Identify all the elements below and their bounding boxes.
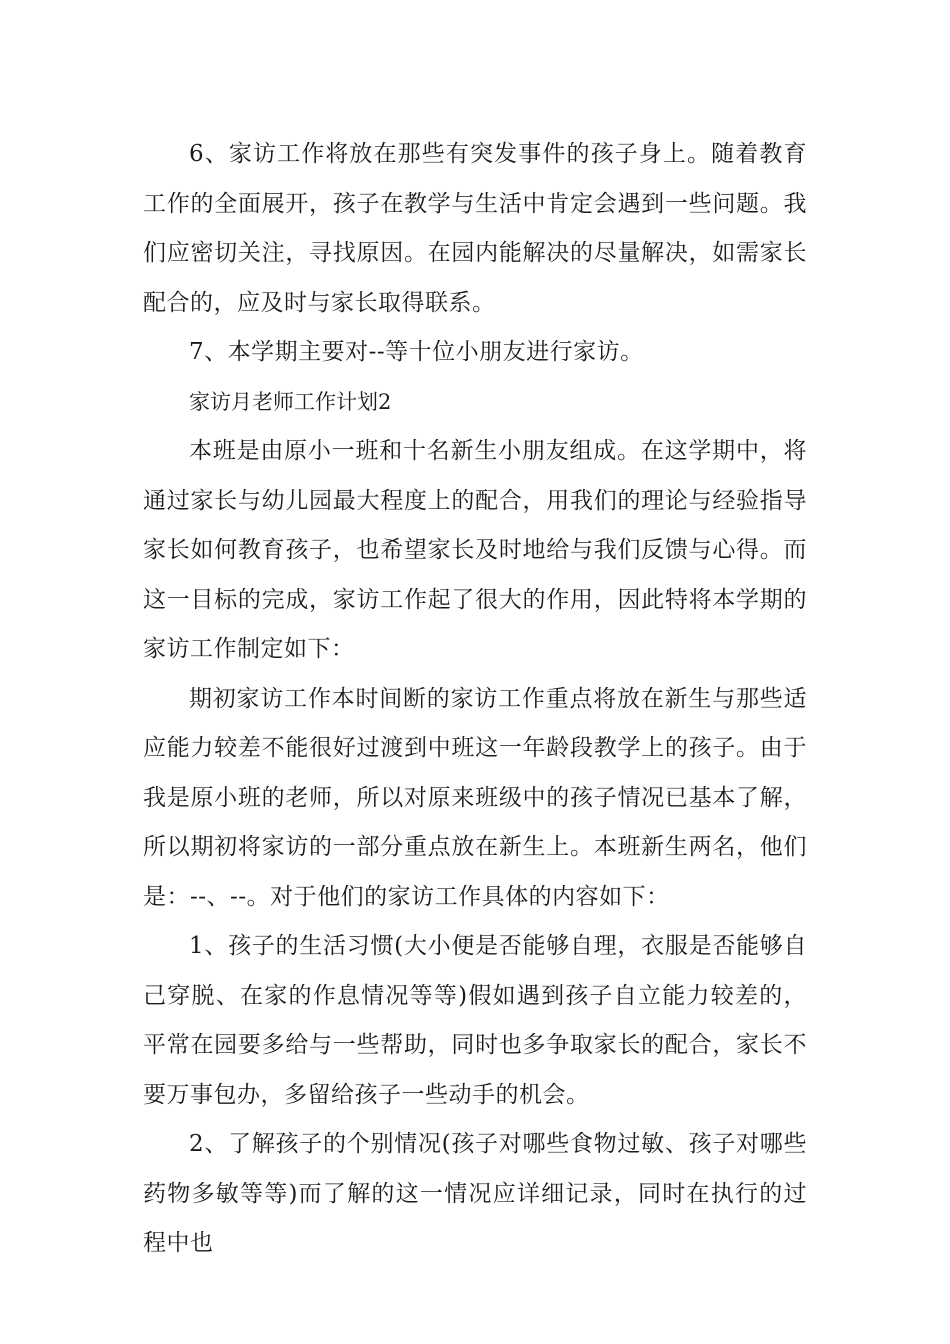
early-term-paragraph: 期初家访工作本时间断的家访工作重点将放在新生与那些适应能力较差不能很好过渡到中班这一年龄段教学上的孩子。由于我是原小班的老师，所以对原来班级中的孩子情况已基本了解，所以期初将家访的一部分重点放在新生上。本班新生两名，他们是：--、--。对于他们的家访工作具体的内容如下： <box>143 685 807 910</box>
paragraph-item-2: 2、了解孩子的个别情况(孩子对哪些食物过敏、孩子对哪些药物多敏等等)而了解的这一情况应详细记录，同时在执行的过程中也 <box>143 1131 807 1256</box>
paragraph-item-6: 6、家访工作将放在那些有突发事件的孩子身上。随着教育工作的全面展开，孩子在教学与生活中肯定会遇到一些问题。我们应密切关注，寻找原因。在园内能解决的尽量解决，如需家长配合的，应及时与家长取得联系。 <box>143 141 807 316</box>
paragraph-item-1: 1、孩子的生活习惯(大小便是否能够自理，衣服是否能够自己穿脱、在家的作息情况等等)假如遇到孩子自立能力较差的，平常在园要多给与一些帮助，同时也多争取家长的配合，家长不要万事包办，多留给孩子一些动手的机会。 <box>143 933 807 1108</box>
paragraph-item-7: 7、本学期主要对--等十位小朋友进行家访。 <box>189 339 644 365</box>
intro-paragraph: 本班是由原小一班和十名新生小朋友组成。在这学期中，将通过家长与幼儿园最大程度上的配合，用我们的理论与经验指导家长如何教育孩子，也希望家长及时地给与我们反馈与心得。而这一目标的完成，家访工作起了很大的作用，因此特将本学期的家访工作制定如下： <box>143 438 807 662</box>
section-title: 家访月老师工作计划2 <box>189 389 392 414</box>
document-page <box>143 130 807 1269</box>
